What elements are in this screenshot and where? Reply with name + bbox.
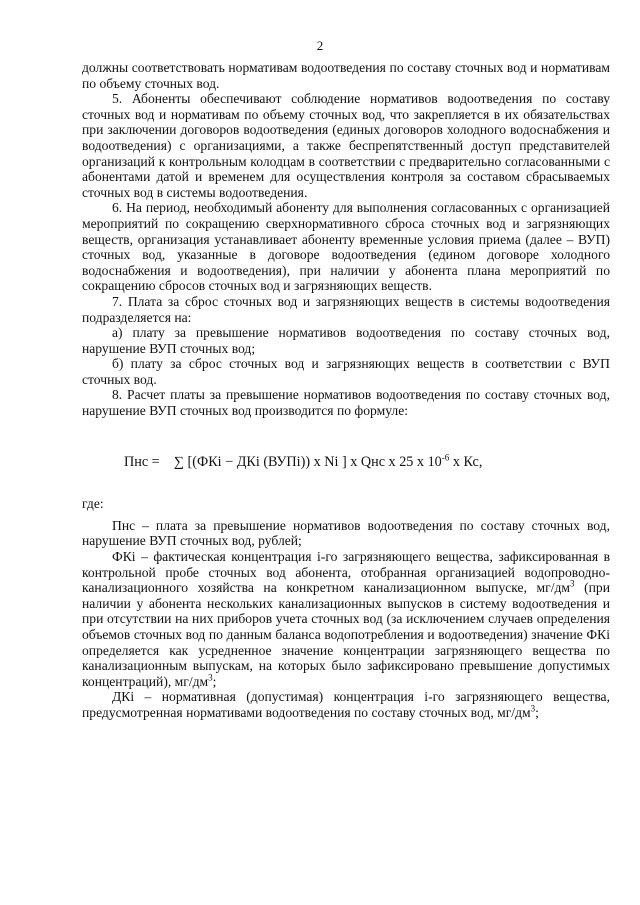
paragraph-7b: б) плату за сброс сточных вод и загрязняющих веществ в соответствии с ВУП сточных вод.: [82, 356, 610, 387]
paragraph-5: 5. Абоненты обеспечивают соблюдение нормативов водоотведения по составу сточных вод и нормативам по объему сточных вод, что закрепляется в их обязательствах при заключении договоров водоотведения (единых договоров холодного водоснабжения и водоотведения) с организациями, а также беспрепятственный доступ представителей организаций к контрольным колодцам в соответствии с предварительно согласованными с абонентами датой и временем для осуществления контроля за составом сбрасываемых сточных вод в системы водоотведения.: [82, 91, 610, 200]
formula-exponent: -6: [441, 451, 450, 462]
paragraph-7a: а) плату за превышение нормативов водоотведения по составу сточных вод, нарушение ВУП сточных вод;: [82, 325, 610, 356]
definition-fk-text-3: ;: [212, 673, 217, 689]
definition-fk-text-2: (при наличии у абонента нескольких канализационных выпусков в систему водоотведения и при отсутствии на них приборов учета сточных вод (за исключением случаев определения объемов сточных вод по данным баланса водопотребления и водоотведения) значение ФКi определяется как усредненное значение концентрации загрязняющего вещества по канализационным выпускам, на которых было зафиксировано превышение допустимых концентраций), мг/дм: [82, 580, 610, 689]
definition-dk-sup: 3: [530, 703, 536, 714]
paragraph-7: 7. Плата за сброс сточных вод и загрязняющих веществ в системы водоотведения подразделяется на:: [82, 293, 610, 325]
paragraph-6: 6. На период, необходимый абоненту для выполнения согласованных с организацией мероприятий по сокращению сверхнормативного сброса сточных вод и загрязняющих веществ, организация устанавливает абоненту временные условия приема (далее – ВУП) сточных вод, указанные в договоре водоотведения (едином договоре холодного водоснабжения и водоотведения), при наличии у абонента плана мероприятий по сокращению сбросов сточных вод и загрязняющих веществ.: [82, 200, 610, 294]
paragraph-continuation: должны соответствовать нормативам водоотведения по составу сточных вод и нормативам по объему сточных вод.: [82, 60, 610, 91]
definition-dk-text-1: ДКi – нормативная (допустимая) концентрация i-го загрязняющего вещества, предусмотренная нормативами водоотведения по составу сточных вод, мг/дм: [82, 689, 610, 720]
definition-fk-sup-1: 3: [570, 578, 575, 589]
definition-pns: Пнс – плата за превышение нормативов водоотведения по составу сточных вод, нарушение ВУП сточных вод, рублей;: [82, 517, 610, 549]
definition-dk: [82, 689, 610, 720]
page-number: 2: [316, 38, 324, 53]
formula-body: ∑ [(ФКi − ДКi (ВУПi)) x Ni ] x Qнс x 25 x 10: [173, 453, 442, 470]
document-body: [82, 60, 610, 721]
definition-dk-text-2: ;: [535, 704, 539, 720]
definition-fk-text-1: ФКi – фактическая концентрация i-го загрязняющего вещества, зафиксированная в контрольной пробе сточных вод абонента, отобранная организацией водопроводно-канализационного хозяйства на конкретном канализационном выпуске, мг/дм: [82, 549, 610, 596]
formula-lhs: Пнс =: [124, 453, 160, 470]
definition-fk-sup-2: 3: [208, 672, 213, 683]
where-label: где:: [82, 496, 104, 512]
paragraph-8: 8. Расчет платы за превышение нормативов водоотведения по составу сточных вод, нарушение ВУП сточных вод производится по формуле:: [82, 387, 610, 419]
definition-fk: [82, 549, 610, 689]
formula-tail: x Кс,: [449, 453, 483, 470]
formula: [124, 451, 610, 471]
